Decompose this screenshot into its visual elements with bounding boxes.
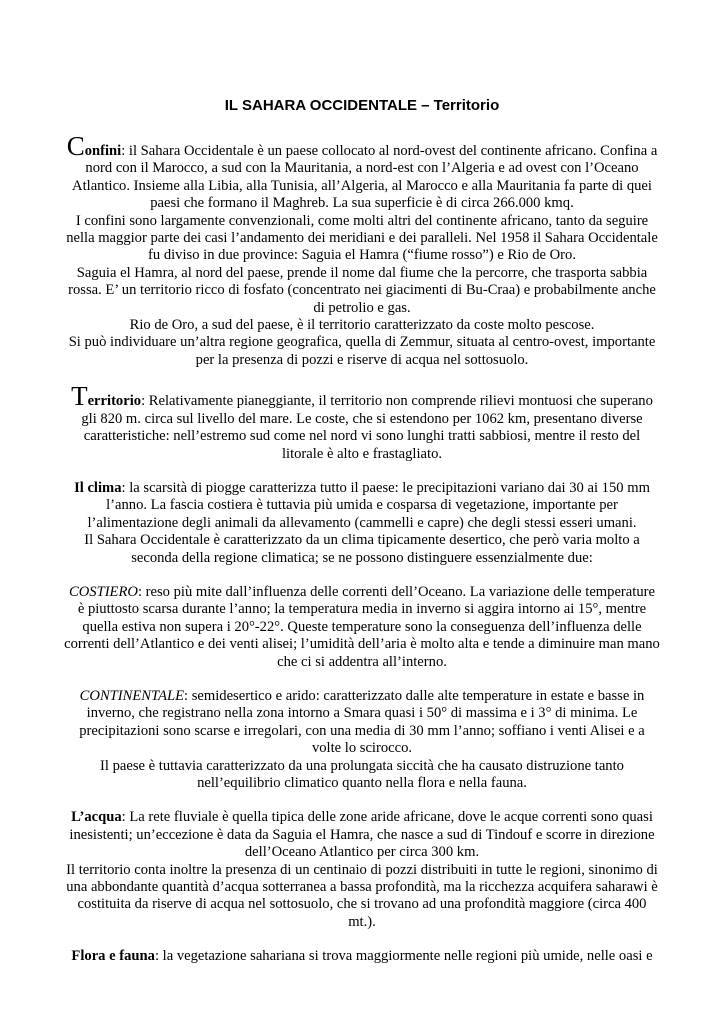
confini-text: : il Sahara Occidentale è un paese collocato al nord-ovest del continente africano. Confina a nord con il Marocco, a sud con la Mauritania, a nord-est con l’Algeria e ad ovest con l’Oceano Atlantico. Insieme alla Libia, alla Tunisia, all’Algeria, al Marocco e alla Mauritania fa parte di quei paesi che formano il Maghreb. La sua superficie è di circa 266.000 kmq. xyxy=(72,143,658,212)
territorio-heading: erritorio xyxy=(87,393,142,410)
clima-text: : la scarsità di piogge caratterizza tutto il paese: le precipitazioni variano dai 30 ai 150 mm l’anno. La fascia costiera è tuttavia più umida e cosparsa di vegetazione, importante per l’alimentazione degli animali da allevamento (cammelli e capre) che degli stessi esseri umani. xyxy=(87,479,650,531)
confini-paragraph-3: Saguia el Hamra, al nord del paese, prende il nome dal fiume che la percorre, che trasporta sabbia rossa. E’ un territorio ricco di fosfato (concentrato nei giacimenti di Bu-Craa) e probabilmente anche di petrolio e gas. xyxy=(68,264,656,316)
clima-paragraph-2: Il Sahara Occidentale è caratterizzato da un clima tipicamente desertico, che però varia molto a seconda della regione climatica; se ne possono distinguere essenzialmente due: xyxy=(84,532,640,566)
continentale-paragraph xyxy=(64,688,660,758)
acqua-text: : La rete fluviale è quella tipica delle zone aride africane, dove le acque correnti sono quasi inesistenti; un’eccezione è data da Saguia el Hamra, che nasce a sud di Tindouf e scorre in direzione dell’Oceano Atlantico per circa 300 km. xyxy=(69,809,655,861)
acqua-paragraph xyxy=(64,809,660,861)
confini-heading: onfini xyxy=(84,143,122,159)
confini-paragraph xyxy=(64,131,660,213)
clima-paragraph xyxy=(64,480,660,532)
confini-paragraph-2: I confini sono largamente convenzionali, come molti altri del continente africano, tanto da seguire nella maggior parte dei casi l’andamento dei meridiani e dei paralleli. Nel 1958 il Sahara Occidentale fu diviso in due province: Saguia el Hamra (“fiume rosso”) e Rio de Oro. xyxy=(66,212,658,264)
flora-heading: Flora e fauna xyxy=(71,948,155,965)
costiero-text: : reso più mite dall’influenza delle correnti dell’Oceano. La variazione delle temperature è piuttosto scarsa durante l’anno; la temperatura media in inverno si aggira intorno ai 15°, mentre quella estiva non supera i 20°-22°. Queste temperature sono la conseguenza dell’influenza delle correnti dell’Atlantico e dei venti alisei; l’umidità dell’aria è molto alta e tende a diminuire man mano che ci si addentra all’interno. xyxy=(64,583,660,670)
territorio-dropcap: T xyxy=(71,381,88,412)
acqua-paragraph-2: Il territorio conta inoltre la presenza di un centinaio di pozzi distribuiti in tutte le regioni, sinonimo di una abbondante quantità d’acqua sotterranea a bassa profondità, ma la ricchezza acquifera saharawi è costituita da riserve di acqua nel sottosuolo, che si trovano ad una profondità maggiore (circa 400 mt.). xyxy=(66,861,658,930)
continentale-heading: CONTINENTALE xyxy=(79,687,185,704)
territorio-paragraph xyxy=(64,381,660,463)
continentale-paragraph-2: Il paese è tuttavia caratterizzato da una prolungata siccità che ha causato distruzione tanto nell’equilibrio climatico quanto nella flora e nella fauna. xyxy=(100,757,624,791)
flora-paragraph xyxy=(64,948,660,965)
costiero-heading: COSTIERO xyxy=(69,583,138,600)
flora-text: : la vegetazione sahariana si trova maggiormente nelle regioni più umide, nelle oasi e xyxy=(154,948,653,965)
clima-heading: Il clima xyxy=(74,479,122,496)
continentale-text: : semidesertico e arido: caratterizzato dalle alte temperature in estate e basse in inverno, che registrano nella zona intorno a Smara quasi i 50° di massima e i 3° di minima. Le precipitazioni sono scarse e irregolari, con una media di 30 mm l’anno; soffiano i venti Alisei e a volte lo scirocco. xyxy=(79,687,645,757)
document-body xyxy=(64,131,660,966)
territorio-text: : Relativamente pianeggiante, il territorio non comprende rilievi montuosi che superano gli 820 m. circa sul livello del mare. Le coste, che si estendono per 1062 km, presentano diverse caratteristiche: nell’estremo sud come nel nord vi sono lunghi tratti sabbiosi, mentre il resto del litorale è alto e frastagliato. xyxy=(81,393,653,462)
acqua-heading: L’acqua xyxy=(71,809,122,826)
confini-paragraph-5: Si può individuare un’altra regione geografica, quella di Zemmur, situata al centro-ovest, importante per la presenza di pozzi e riserve di acqua nel sottosuolo. xyxy=(68,334,656,368)
confini-paragraph-4: Rio de Oro, a sud del paese, è il territorio caratterizzato da coste molto pescose. xyxy=(129,317,595,334)
costiero-paragraph xyxy=(64,584,660,671)
page-title: IL SAHARA OCCIDENTALE – Territorio xyxy=(224,97,500,114)
confini-dropcap: C xyxy=(66,131,85,161)
